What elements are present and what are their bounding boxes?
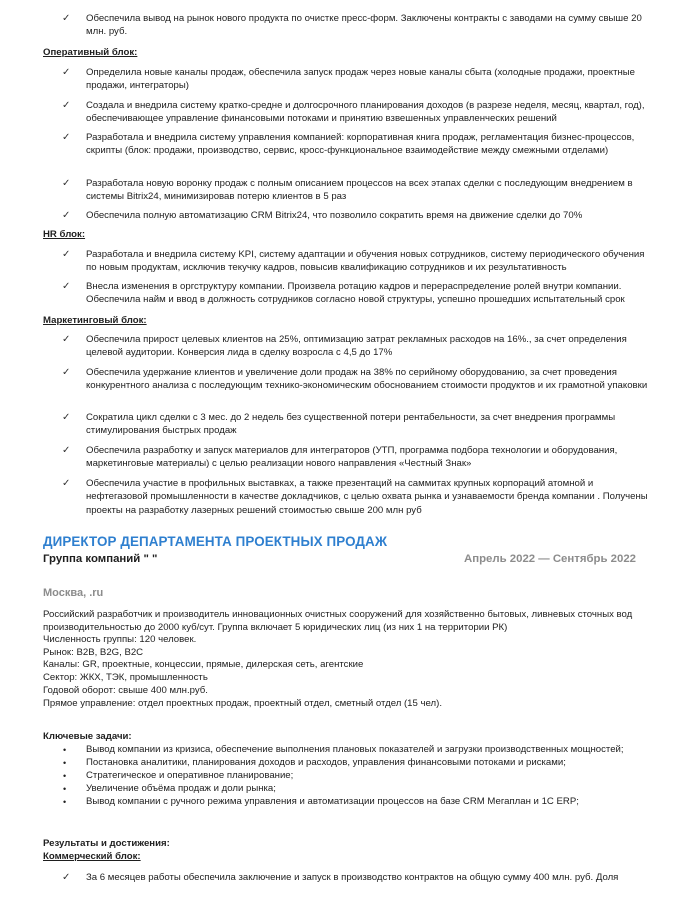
list-item-text: Обеспечила разработку и запуск материалов для интеграторов (УТП, программа подбора технологии и оборудования, маркетинговые материалы) с целью реализации нового направления «Честный Знак»	[86, 445, 618, 470]
list-item-text: За 6 месяцев работы обеспечила заключение и запуск в производство контрактов на общую сумму 400 млн. руб. Доля	[86, 872, 619, 883]
check-icon: ✓	[62, 132, 71, 143]
section-title-operational: Оперативный блок:	[43, 47, 138, 58]
list-item-text: Разработала и внедрила систему KPI, систему адаптации и обучения новых сотрудников, систему периодического обучения по новым продуктам, исключив текучку кадров, повысив квалификацию сотрудников и их результативность	[86, 249, 645, 274]
bullet-icon: •	[63, 797, 67, 807]
job-location: Москва, .ru	[43, 587, 104, 599]
list-item-text: Разработала и внедрила систему управления компанией: корпоративная книга продаж, регламентация бизнес-процессов, скрипты (блок: продажи, производство, сервис, кросс-функциональное взаимодействие между смежными отделами)	[86, 132, 635, 157]
company-fact: Каналы: GR, проектные, концессии, прямые, дилерская сеть, агентские	[43, 659, 364, 670]
task-item: Вывод компании из кризиса, обеспечение выполнения плановых показателей и загрузки производственных мощностей;	[86, 744, 624, 755]
job-title: ДИРЕКТОР ДЕПАРТАМЕНТА ПРОЕКТНЫХ ПРОДАЖ	[43, 534, 388, 549]
task-item: Вывод компании с ручного режима управления и автоматизации процессов на базе CRM Мегаплан и 1С ERP;	[86, 796, 579, 807]
check-icon: ✓	[62, 13, 71, 24]
check-icon: ✓	[62, 67, 71, 78]
list-item-text: Обеспечила участие в профильных выставках, а также презентаций на саммитах крупных корпораций атомной и нефтегазовой промышленности в качестве докладчиков, с целью охвата рынка и узнаваемости бренда компании . Получены проекты на разработку лазерных решений стоимостью свыше 200 млн руб	[86, 478, 648, 516]
section-title-hr: HR блок:	[43, 229, 86, 240]
list-item-text: Создала и внедрила систему кратко-средне и долгосрочного планирования доходов (в разрезе неделя, месяц, квартал, год), обеспечивающее управление финансовыми потоками и принятию взвешенных управленческих решений	[86, 100, 645, 125]
check-icon: ✓	[62, 445, 71, 456]
list-item-text: Обеспечила удержание клиентов и увеличение доли продаж на 38% по серийному оборудованию, за счет проведения конкурентного анализа с последующим технико-экономическим обоснованием стоимости продуктов и их грамотной упаковки	[86, 367, 648, 392]
bullet-icon: •	[63, 784, 67, 794]
check-icon: ✓	[62, 100, 71, 111]
check-icon: ✓	[62, 334, 71, 345]
task-item: Постановка аналитики, планирования доходов и расходов, управления финансовыми потоками и рисками;	[86, 757, 566, 768]
check-icon: ✓	[62, 367, 71, 378]
check-icon: ✓	[62, 281, 71, 292]
bullet-icon: •	[63, 758, 67, 768]
check-icon: ✓	[62, 210, 71, 221]
company-fact: Сектор: ЖКХ, ТЭК, промышленность	[43, 672, 208, 683]
bullet-icon: •	[63, 771, 67, 781]
company-fact: Рынок: B2B, B2G, B2C	[43, 647, 144, 658]
list-item-text: Внесла изменения в оргструктуру компании. Произвела ротацию кадров и перераспределение ролей внутри компании. Обеспечила найм и ввод в должность сотрудников согласно новой структуры, успешно прошедших испытательный срок	[86, 281, 625, 306]
task-item: Стратегическое и оперативное планирование;	[86, 770, 294, 781]
list-item-text: Обеспечила прирост целевых клиентов на 25%, оптимизацию затрат рекламных расходов на 16%., за счет определения целевой аудитории. Конверсия лида в сделку возросла с 4,5 до 17%	[86, 334, 627, 359]
company-fact: Численность группы: 120 человек.	[43, 634, 197, 645]
company-fact: Прямое управление: отдел проектных продаж, проектный отдел, сметный отдел (15 чел).	[43, 698, 442, 709]
company-name: Группа компаний " "	[43, 553, 158, 565]
task-item: Увеличение объёма продаж и доли рынка;	[86, 783, 276, 794]
check-icon: ✓	[62, 178, 71, 189]
company-description: Российский разработчик и производитель инновационных очистных сооружений для хозяйственно бытовых, ливневых сточных вод производительностью до 2000 куб/сут. Группа включает 5 юридических лиц (из них 1 на территории РК)	[43, 609, 633, 633]
list-item-text: Определила новые каналы продаж, обеспечила запуск продаж через новые каналы сбыта (холодные продажи, проектные продажи, интеграторы)	[86, 67, 636, 92]
list-item-text: Обеспечила полную автоматизацию CRM Bitrix24, что позволило сократить время на движение сделки до 70%	[86, 210, 583, 221]
tasks-title: Ключевые задачи:	[43, 731, 132, 742]
job-period: Апрель 2022 — Сентябрь 2022	[463, 553, 636, 565]
check-icon: ✓	[62, 872, 71, 883]
list-item-text: Сократила цикл сделки с 3 мес. до 2 недель без существенной потери рентабельности, за счет внедрения программы стимулирования быстрых продаж	[86, 412, 616, 437]
check-icon: ✓	[62, 249, 71, 260]
check-icon: ✓	[62, 478, 71, 489]
bullet-icon: •	[63, 745, 67, 755]
check-icon: ✓	[62, 412, 71, 423]
section-title-marketing: Маркетинговый блок:	[43, 315, 147, 326]
section-title-commercial: Коммерческий блок:	[43, 851, 141, 862]
results-title: Результаты и достижения:	[43, 838, 170, 849]
list-item-text: Разработала новую воронку продаж с полным описанием процессов на всех этапах сделки с последующим внедрением в системы Bitrix24, минимизировав потерю клиентов в 5 раз	[86, 178, 633, 203]
company-fact: Годовой оборот: свыше 400 млн.руб.	[43, 685, 208, 696]
list-item-text: Обеспечила вывод на рынок нового продукта по очистке пресс-форм. Заключены контракты с заводами на сумму свыше 20 млн. руб.	[86, 13, 642, 38]
